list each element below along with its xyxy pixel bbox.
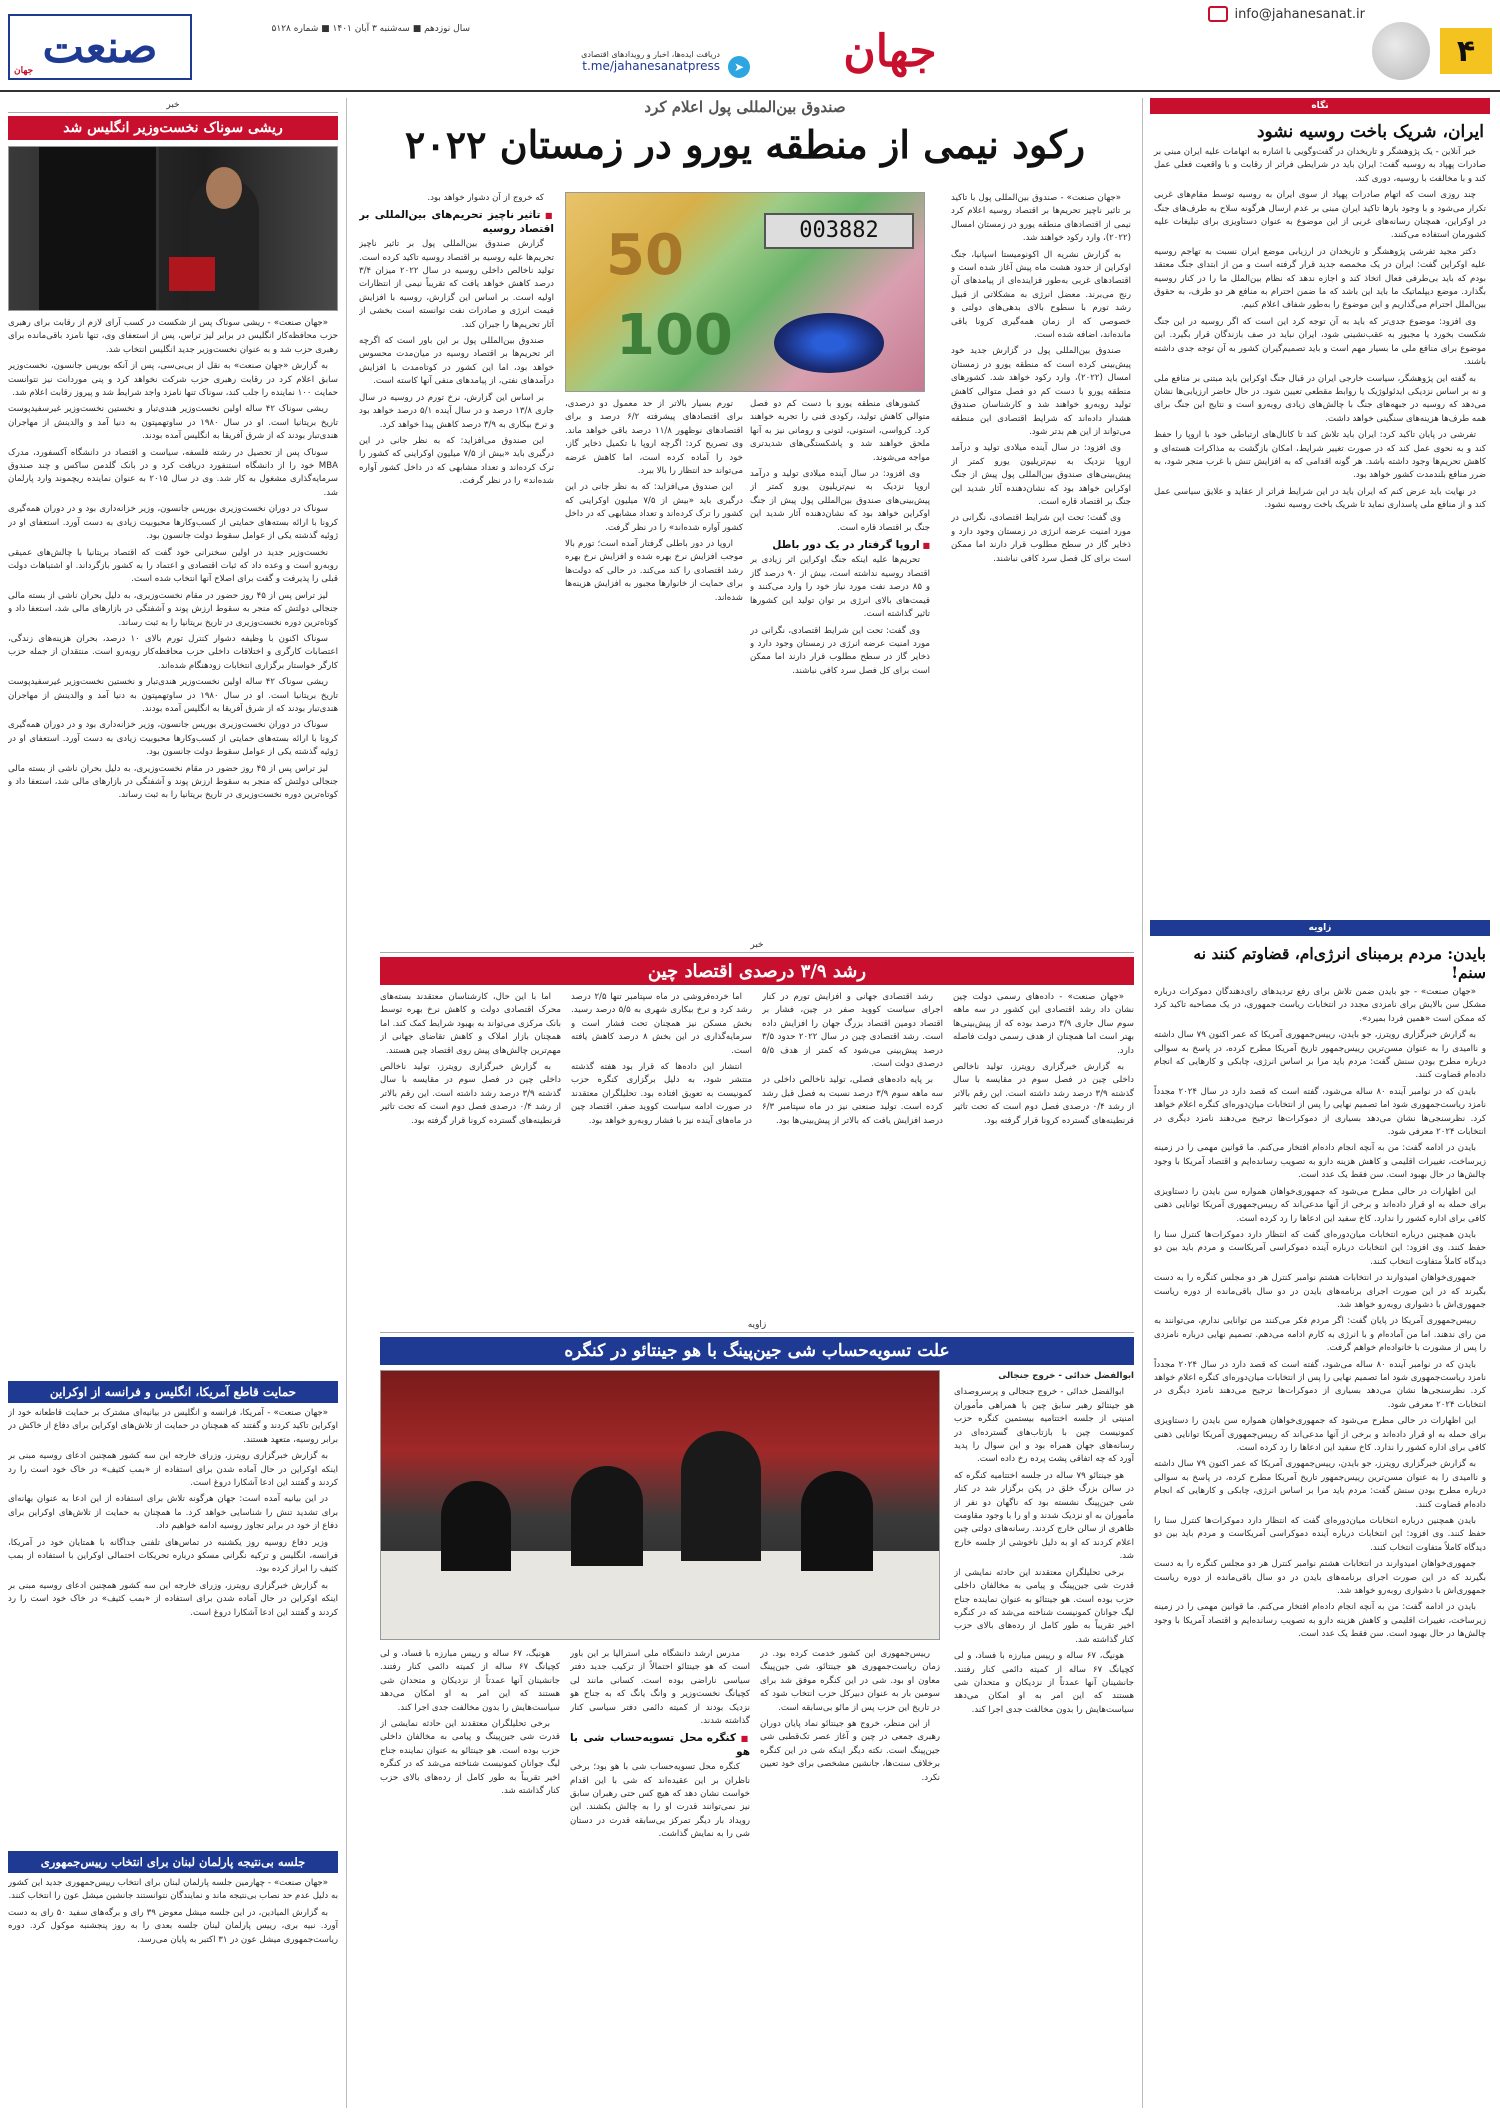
red-box: [169, 257, 215, 291]
person-2: [571, 1466, 643, 1566]
hu-jintao-article: [380, 1318, 1134, 2108]
lebanon-body: «جهان صنعت» - چهارمین جلسه پارلمان لبنان برای انتخاب رییس‌جمهوری جدید این کشور به دلیل عدم حد نصاب بی‌نتیجه ماند و نمایندگان نتوانستند جانشین میشل عون را انتخاب کنند. به گزارش المیادین، در این جلسه میشل معوض ۳۹ رای و برگه‌های سفید ۵۰ رای به دست آورد. نبیه بری، رییس پارلمان لبنان جلسه بعدی را به روز پنجشنبه موکول کرد. دوره ریاست‌جمهوری میشل عون در ۳۱ اکتبر به پایان می‌رسد.: [8, 1878, 338, 1945]
hu-col-1: رییس‌جمهوری این کشور خدمت کرده بود. در زمان ریاست‌جمهوری هو جینتائو، شی جین‌پینگ معاون او بود. شی در این کنگره موفق شد برای سومین بار به عنوان دبیرکل حزب انتخاب شود که در تاریخ این حزب پس از مائو بی‌سابقه است. از این منظر، خروج هو جینتائو نماد پایان دوران رهبری جمعی در چین و آغاز عصر تک‌قطبی شی جین‌پینگ است. نکته دیگر اینکه شی در این کنگره برخلاف سنت‌ها، جانشین مشخصی برای خود تعیین نکرد.: [760, 1649, 940, 1783]
article-headline-biden[interactable]: بایدن: مردم برمبنای انرژی‌ام، قضاوتم کنند نه سنم!: [1193, 944, 1486, 982]
hu-subhead: ■ کنگره محل تسویه‌حساب شی با هو: [570, 1732, 750, 1759]
subhead-europe: ■ اروپا گرفتار در یک دور باطل: [750, 539, 930, 552]
ukraine-support-body: «جهان صنعت» - آمریکا، فرانسه و انگلیس در بیانیه‌ای مشترک بر حمایت قاطعانه خود از اوکراین تاکید کردند و گفتند که همچنان در حمایت از تلاش‌های اوکراین برای دفاع از خاکش در برابر روسیه، متعهد هستند. به گزارش خبرگزاری رویترز، وزرای خارجه این سه کشور همچنین ادعای روسیه مبنی بر اینکه اوکراین در حال آماده شدن برای استفاده از «بمب کثیف» در خاک خود است را رد کردند و گفتند این ادعا آشکارا دروغ است. در این بیانیه آمده است: جهان هرگونه تلاش برای استفاده از این ادعا به عنوان بهانه‌ای برای تشدید تنش را شناسایی خواهد کرد. ما همچنان به حمایت از تلاش‌های اوکراین برای دفاع از خود در برابر تجاوز روسیه ادامه خواهیم داد. وزیر دفاع روسیه روز یکشنبه در تماس‌های تلفنی جداگانه با همتایان خود در آمریکا، فرانسه، انگلیس و ترکیه نگرانی مسکو درباره تحریکات احتمالی اوکراین با استفاده از بمب کثیف را ابراز کرده بود. به گزارش خبرگزاری رویترز، وزرای خارجه این سه کشور همچنین ادعای روسیه مبنی بر اینکه اوکراین در حال آماده شدن برای استفاده از «بمب کثیف» در خاک خود است را رد کردند و گفتند این ادعا آشکارا دروغ است.: [8, 1408, 338, 1618]
person-3: [681, 1431, 761, 1561]
congress-photo: [380, 1370, 940, 1640]
china-growth-article: [380, 938, 1134, 1318]
email-line: [1208, 6, 1365, 22]
telegram-caption: دریافت ایده‌ها، اخبار و رویدادهای اقتصادی: [581, 50, 720, 59]
globe-icon: [1372, 22, 1430, 80]
divider: [1142, 98, 1143, 2108]
article-headline[interactable]: ایران، شریک باخت روسیه نشود: [1256, 122, 1484, 142]
euro-col-b: کشورهای منطقه یورو با دست کم دو فصل متوالی کاهش تولید، رکودی فنی را تجربه خواهند کرد. کرواسی، استونی، لتونی و رومانی نیز به آنها ملحق خواهند شد و پاشکستگی‌های شدیدتری مواجه می‌شوند. وی افزود: در سال آینده میلادی تولید و درآمد اروپا نزدیک به نیم‌تریلیون یورو کمتر از پیش‌بینی‌های صندوق بین‌المللی پول پیش از جنگ اوکراین خواهد بود که نشان‌دهنده آثار شدید این جنگ بر اقتصاد قاره است. ■ اروپا گرفتار در یک دور باطل تحریم‌ها علیه اینکه جنگ اوکراین اثر زیادی بر اقتصاد روسیه نداشته است، بیش از ۹۰ درصد گاز و ۸۵ درصد نفت مورد نیاز خود را وارد می‌کنند و قیمت‌های بالای انرژی بر توان تولید این کشورها تاثیر گذاشته است. وی گفت: تحت این شرایط اقتصادی، نگرانی در مورد امنیت عرضه انرژی در زمستان وجود دارد و ذخایر گاز در سطح مطلوب قرار دارند اما ممکن است برای کل فصل سرد کافی نباشند.: [750, 398, 930, 952]
col-left: [8, 98, 338, 2108]
china-col-2: رشد اقتصادی جهانی و افزایش تورم در کنار اجرای سیاست کووید صفر در چین، فشار بر اقتصاد دومین اقتصاد بزرگ جهان را افزایش داده است. رشد اقتصادی چین در سال ۲۰۲۲ حدود ۳/۵ درصد پیش‌بینی می‌شود که کمتر از هدف ۵/۵ درصدی دولت است. بر پایه داده‌های فصلی، تولید ناخالص داخلی در سه ماهه سوم ۳/۹ درصد نسبت به فصل قبل رشد کرده است. تولید صنعتی نیز در ماه سپتامبر ۶/۳ درصد افزایش یافت که بالاتر از پیش‌بینی‌ها بود.: [762, 992, 943, 1126]
china-col-4: اما با این حال، کارشناسان معتقدند بسته‌های محرک اقتصادی دولت و کاهش نرخ بهره توسط بانک مرکزی می‌تواند به بهبود شرایط کمک کند. اما همچنان بازار املاک و کاهش تقاضای جهانی از مهم‌ترین چالش‌های پیش روی اقتصاد چین هستند. به گزارش خبرگزاری رویترز، تولید ناخالص داخلی چین در فصل سوم در مقایسه با سال گذشته ۳/۹ درصد رشد داشته است. این رقم بالاتر از رشد ۰/۴ درصدی فصل دوم است که تحت تاثیر قرنطینه‌های گسترده کرونا قرار گرفته بود.: [380, 992, 561, 1126]
section-tag-zavieh: زاویه: [1150, 920, 1490, 936]
telegram-icon: ➤: [728, 56, 750, 78]
door: [39, 147, 159, 311]
main-headline[interactable]: رکود نیمی از منطقه یورو در زمستان ۲۰۲۲: [404, 122, 1086, 167]
newspaper-logo: صنعت جهان: [8, 14, 192, 80]
telegram-link[interactable]: t.me/jahanesanatpress: [582, 59, 720, 73]
hu-bottom-columns: [380, 1648, 940, 2100]
euro-col-d: که خروج از آن دشوار خواهد بود. ■ تاثیر ناچیز تحریم‌های بین‌المللی بر اقتصاد روسیه گزارش صندوق بین‌المللی پول بر تاثیر ناچیز تحریم‌ها علیه روسیه بر اقتصاد روسیه تاکید کرده است. تولید ناخالص داخلی روسیه در سال ۲۰۲۲ میزان ۳/۴ درصد کاهش خواهد یافت که تقریباً نیمی از انتظارات اولیه است. بر اساس این گزارش، روسیه با افزایش قیمت انرژی و صادرات نفت توانسته است بخشی از آثار تحریم‌ها را جبران کند. صندوق بین‌المللی پول بر این باور است که اگرچه اثر تحریم‌ها بر اقتصاد روسیه در میان‌مدت محسوس خواهد بود، اما این کشور در کوتاه‌مدت با افزایش درآمدهای نفتی، از پیامدهای منفی آنها کاسته است. بر اساس این گزارش، نرخ تورم در روسیه در سال جاری ۱۳/۸ درصد و در سال آینده ۵/۱ درصد خواهد بود و نرخ بیکاری به ۳/۹ درصد کاهش پیدا خواهد کرد. این صندوق می‌افزاید: که به نظر جانی در این درگیری باید «بیش از ۷/۵ میلیون اوکراینی که کشور را ترک کرده‌اند و تعداد مشابهی که در داخل کشور آواره شده‌اند» را در نظر گرفت.: [359, 192, 554, 952]
issue-line: سال نوزدهم ■ سه‌شنبه ۳ آبان ۱۴۰۱ ■ شماره ۵۱۲۸: [271, 24, 470, 34]
hu-col-3: هونیگ، ۶۷ ساله و رییس مبارزه با فساد، و لی کچیانگ ۶۷ ساله از کمیته دائمی کنار رفتند. جانشینان آنها عمدتاً از نزدیکان و متحدان شی هستند که این امر به او امکان می‌دهد سیاست‌هایش را بدون مخالفت جدی اجرا کند. برخی تحلیلگران معتقدند این حادثه نمایشی از قدرت شی جین‌پینگ و پیامی به مخالفان داخلی حزب بوده است. هو جینتائو به عنوان نماینده جناح لیگ جوانان کمونیست شناخته می‌شد که در کنگره اخیر تقریباً به طور کامل از رده‌های بالای حزب کنار گذاشته شد.: [380, 1649, 560, 1797]
envelope-icon: [1208, 6, 1228, 22]
euro-col-a: «جهان صنعت» - صندوق بین‌المللی پول با تاکید بر تاثیر ناچیز تحریم‌ها بر اقتصاد روسیه اعلام کرد نیمی از اقتصادهای منطقه یورو در زمستان امسال (۲۰۲۲)، وارد رکود خواهند شد. به گزارش نشریه ال اکونومیستا اسپانیا، جنگ اوکراین از حدود هشت ماه پیش آغاز شده است و اقتصادهای غربی به‌طور فزاینده‌ای از پیامدهای آن رنج می‌برند. معضل انرژی به مشکلاتی از قبیل رشد تورم با سطوح بالای بدهی‌های دولتی و خصوصی که از زمان همه‌گیری کرونا باقی مانده‌اند، اضافه شده است. صندوق بین‌المللی پول در گزارش جدید خود پیش‌بینی کرده است که منطقه یورو در زمستان امسال (۲۰۲۲)، وارد رکود خواهد شد. کشورهای منطقه یورو با دست کم دو فصل متوالی کاهش تولید روبه‌رو خواهند شد و کارشناسان صندوق هشدار داده‌اند که شرایط اقتصادی این منطقه می‌تواند از این هم بدتر شود. وی افزود: در سال آینده میلادی تولید و درآمد اروپا نزدیک به نیم‌تریلیون یورو کمتر از پیش‌بینی‌های صندوق بین‌المللی پول پیش از جنگ اوکراین خواهد بود که نشان‌دهنده آثار شدید این جنگ بر اقتصاد قاره است. وی گفت: تحت این شرایط اقتصادی، نگرانی در مورد امنیت عرضه انرژی در زمستان وجود دارد و ذخایر گاز در سطح مطلوب قرار دارند اما ممکن است برای کل فصل سرد کافی نباشند.: [951, 193, 1131, 564]
article-body: خبر آنلاین - یک پژوهشگر و تاریخدان در گفت‌وگویی با اشاره به اتهامات علیه ایران مبنی بر صادرات پهپاد به روسیه گفت: ایران باید در شرایطی فراتر از رقابت و با واقعیت فعلی عمل کند و با مخالفت با روسیه، دوری کند. چند روزی است که اتهام صادرات پهپاد از سوی ایران به روسیه توسط مقام‌های غربی تکرار می‌شود و با وجود بارها تاکید ایران مبنی بر عدم ارسال هرگونه سلاح به طرف‌های جنگ در اوکراین، همچنان رسانه‌های غربی از این موضوع به عنوان دستاویزی برای تبلیغات علیه کشورمان استفاده می‌کنند. دکتر مجید تفرشی پژوهشگر و تاریخدان در ارزیابی موضع ایران نسبت به تهاجم روسیه علیه اوکراین گفت: ایران در یک مخمصه جدید قرار گرفته است و من از ابتدای جنگ معتقد بودم که باید بی‌طرفی فعال اتخاذ کند و اجازه ندهد که نظام بین‌الملل ما را در کنار روسیه بگذارد. موضع دیپلماتیک ما باید این باشد که ما ضمن احترام به منافع هر دو طرف، به حقوق بین‌الملل احترام می‌گذاریم و این موضوع را به‌طور شفاف اعلام کنیم. وی افزود: موضوع جدی‌تر که باید به آن توجه کرد این است که اگر روسیه در این جنگ شکست بخورد یا مجبور به عقب‌نشینی شود، ایران نباید در صف بازندگان قرار بگیرد. این موضوع برای منافع ملی ما بسیار مهم است و باید تصمیم‌گیران کشور به آن توجه جدی داشته باشند. به گفته این پژوهشگر، سیاست خارجی ایران در قبال جنگ اوکراین باید مبتنی بر منافع ملی و نه بر اساس نزدیکی ایدئولوژیک یا روابط مقطعی تعیین شود. در حال حاضر ارزیابی‌ها نشان می‌دهد که روسیه در جبهه‌های جنگ با چالش‌های زیادی روبه‌رو است و نتایج این جنگ برای همه طرف‌ها هزینه‌های سنگینی خواهد داشت. تفرشی در پایان تاکید کرد: ایران باید تلاش کند تا کانال‌های ارتباطی خود با اروپا را حفظ کند و به نحوی عمل کند که در صورت تغییر شرایط، امکان بازگشت به مذاکرات هسته‌ای و کاهش تحریم‌ها وجود داشته باشد. هر گونه اقدامی که به افزایش تنش با غرب منجر شود، به ضرر منافع بلندمدت کشور خواهد بود. در نهایت باید عرض کنم که ایران باید در این شرایط فراتر از عقاید و علایق سیاسی عمل کند و از منافع ملی پاسداری نماید تا شریک باخت روسیه نشود.: [1154, 147, 1486, 511]
china-col-3: اما خرده‌فروشی در ماه سپتامبر تنها ۲/۵ درصد رشد کرد و نرخ بیکاری شهری به ۵/۵ درصد رسید. بخش مسکن نیز همچنان تحت فشار است و سرمایه‌گذاری در این بخش ۸ درصد کاهش یافته است. انتشار این داده‌ها که قرار بود هفته گذشته منتشر شود، به دلیل برگزاری کنگره حزب کمونیست به تعویق افتاده بود. تحلیلگران معتقدند در صورت ادامه سیاست کووید صفر، اقتصاد چین در ماه‌های آینده نیز با فشار روبه‌رو خواهد بود.: [571, 992, 752, 1126]
china-col-1: «جهان صنعت» - داده‌های رسمی دولت چین نشان داد رشد اقتصادی این کشور در سه ماهه سوم سال جاری ۳/۹ درصد بوده که از پیش‌بینی‌ها بهتر است اما همچنان از هدف رسمی دولت فاصله دارد. به گزارش خبرگزاری رویترز، تولید ناخالص داخلی چین در فصل سوم در مقایسه با سال گذشته ۳/۹ درصد رشد داشته است. این رقم بالاتر از رشد ۰/۴ درصدی فصل دوم است که تحت تاثیر قرنطینه‌های گسترده کرونا قرار گرفته بود.: [953, 992, 1134, 1126]
euro-article: [355, 96, 1135, 956]
euro-banknotes-photo: [565, 192, 925, 392]
lebanon-headline[interactable]: جلسه بی‌نتیجه پارلمان لبنان برای انتخاب رییس‌جمهوری: [8, 1851, 338, 1873]
meter-digits: 003882: [764, 213, 914, 249]
sunak-body: «جهان صنعت» - ریشی سوناک پس از شکست در کسب آرای لازم از رقابت برای رهبری حزب محافظه‌کار انگلیس در برابر لیز تراس، پس از استعفای وی، تنها نامزد باقی‌مانده برای رهبری حزب شد و به عنوان نخست‌وزیر جدید انگلیس انتخاب شد. به گزارش «جهان صنعت» به نقل از بی‌بی‌سی، پس از آنکه بوریس جانسون، نخست‌وزیر سابق اعلام کرد در رقابت رهبری حزب شرکت نخواهد کرد و پنی موردانت نیز نتوانست حمایت ۱۰۰ نماینده را جلب کند، سوناک تنها نامزد واجد شرایط شد و پیروز رقابت اعلام شد. ریشی سوناک ۴۲ ساله اولین نخست‌وزیر هندی‌تبار و نخستین نخست‌وزیر غیرسفیدپوست تاریخ بریتانیا است. او در سال ۱۹۸۰ در ساوتهمپتون به دنیا آمد و والدینش از مهاجران هندی‌تبار بودند که از شرق آفریقا به انگلیس آمده بودند. سوناک پس از تحصیل در رشته فلسفه، سیاست و اقتصاد در دانشگاه آکسفورد، مدرک MBA خود را از دانشگاه استنفورد دریافت کرد و در بانک گلدمن ساکس و چند صندوق سرمایه‌گذاری مشغول به کار شد. وی در سال ۲۰۱۵ به عنوان نماینده ریچموند وارد پارلمان شد. سوناک در دوران نخست‌وزیری بوریس جانسون، وزیر خزانه‌داری بود و در دوران همه‌گیری کرونا با ارائه بسته‌های حمایتی از کسب‌وکارها محبوبیت زیادی به دست آورد. استعفای او در ژوئیه گذشته یکی از عوامل سقوط دولت جانسون بود. نخست‌وزیر جدید در اولین سخنرانی خود گفت که اقتصاد بریتانیا با چالش‌های عمیقی روبه‌رو است و وعده داد که ثبات اقتصادی و اعتماد را به کشور بازگرداند. او اشتباهات دولت قبلی را پذیرفت و گفت برای اصلاح آنها انتخاب شده است. لیز تراس پس از ۴۵ روز حضور در مقام نخست‌وزیری، به دلیل بحران ناشی از بسته مالی جنجالی دولتش که منجر به سقوط ارزش پوند و آشفتگی در بازارهای مالی شد، استعفا داد و کوتاه‌ترین دوره نخست‌وزیری در تاریخ بریتانیا را به ثبت رساند. سوناک اکنون با وظیفه دشوار کنترل تورم بالای ۱۰ درصد، بحران هزینه‌های زندگی، اعتصابات کارگری و اختلافات داخلی حزب محافظه‌کار روبه‌رو است. منتقدان از جمله حزب کارگر خواستار برگزاری انتخابات زودهنگام شده‌اند. ریشی سوناک ۴۲ ساله اولین نخست‌وزیر هندی‌تبار و نخستین نخست‌وزیر غیرسفیدپوست تاریخ بریتانیا است. او در سال ۱۹۸۰ در ساوتهمپتون به دنیا آمد و والدینش از مهاجران هندی‌تبار بودند که از شرق آفریقا به انگلیس آمده بودند. سوناک در دوران نخست‌وزیری بوریس جانسون، وزیر خزانه‌داری بود و در دوران همه‌گیری کرونا با ارائه بسته‌های حمایتی از کسب‌وکارها محبوبیت زیادی به دست آورد. استعفای او در ژوئیه گذشته یکی از عوامل سقوط دولت جانسون بود. لیز تراس پس از ۴۵ روز حضور در مقام نخست‌وزیری، به دلیل بحران ناشی از بسته مالی جنجالی دولتش که منجر به سقوط ارزش پوند و آشفتگی در بازارهای مالی شد، استعفا داد و کوتاه‌ترین دوره نخست‌وزیری در تاریخ بریتانیا را به ثبت رساند.: [8, 318, 338, 801]
masthead: [0, 0, 1500, 92]
china-growth-headline[interactable]: رشد ۳/۹ درصدی اقتصاد چین: [380, 957, 1134, 985]
kicker: صندوق بین‌المللی پول اعلام کرد: [644, 98, 846, 116]
section-tag-zavieh-2: زاویه: [380, 1318, 1134, 1333]
article-body-biden: «جهان صنعت» - جو بایدن ضمن تلاش برای رفع تردیدهای رای‌دهندگان دموکرات درباره مشکل سن بالایش برای نامزدی مجدد در انتخابات ریاست جمهوری، در یک مصاحبه تاکید کرد که ممکن است «همین فردا بمیرد». به گزارش خبرگزاری رویترز، جو بایدن، رییس‌جمهوری آمریکا که عمر اکنون ۷۹ سال داشته و ناامیدی را به عنوان مسن‌ترین رییس‌جمهور تاریخ آمریکا مطرح کرده، در پاسخ به سوالی درباره مطرح بودن سنش گفت: مردم باید مرا بر اساس انرژی، چابکی و کارهایی که انجام داده‌ام قضاوت کنند. بایدن که در نوامبر آینده ۸۰ ساله می‌شود، گفته است که قصد دارد در سال ۲۰۲۴ مجدداً نامزد ریاست‌جمهوری شود اما تصمیم نهایی را پس از انتخابات میان‌دوره‌ای کنگره اعلام خواهد کرد. نظرسنجی‌ها نشان می‌دهد بسیاری از دموکرات‌ها ترجیح می‌دهند نامزد دیگری در انتخابات ۲۰۲۴ معرفی شود. بایدن در ادامه گفت: من به آنچه انجام داده‌ام افتخار می‌کنم. ما قوانین مهمی را در زمینه زیرساخت، تغییرات اقلیمی و کاهش هزینه دارو به تصویب رسانده‌ایم و اقتصاد آمریکا با وجود چالش‌ها در حال بهبود است. سن فقط یک عدد است. این اظهارات در حالی مطرح می‌شود که جمهوری‌خواهان همواره سن بایدن را دستاویزی برای حمله به او قرار داده‌اند و برخی از آنها مدعی‌اند که رییس‌جمهوری آمریکا توانایی ذهنی کافی برای اداره کشور را ندارد. کاخ سفید این ادعاها را رد کرده است. بایدن همچنین درباره انتخابات میان‌دوره‌ای گفت که انتظار دارد دموکرات‌ها کنترل سنا را حفظ کنند. وی افزود: این انتخابات درباره آینده دموکراسی آمریکاست و مردم باید بین دو دیدگاه کاملاً متفاوت انتخاب کنند. جمهوری‌خواهان امیدوارند در انتخابات هشتم نوامبر کنترل هر دو مجلس کنگره را به دست بگیرند که در این صورت اجرای برنامه‌های بایدن در دو سال باقی‌مانده از دوره ریاست جمهوری‌اش با دشواری روبه‌رو خواهد شد. رییس‌جمهوری آمریکا در پایان گفت: اگر مردم فکر می‌کنند من توانایی ندارم، می‌توانند به من رای ندهند. اما من آماده‌ام و با انرژی به کارم ادامه می‌دهم. تصمیم نهایی درباره نامزدی را پس از مشورت با خانواده‌ام خواهم گرفت. بایدن که در نوامبر آینده ۸۰ ساله می‌شود، گفته است که قصد دارد در سال ۲۰۲۴ مجدداً نامزد ریاست‌جمهوری شود اما تصمیم نهایی را پس از انتخابات میان‌دوره‌ای کنگره اعلام خواهد کرد. نظرسنجی‌ها نشان می‌دهد بسیاری از دموکرات‌ها ترجیح می‌دهند نامزد دیگری در انتخابات ۲۰۲۴ معرفی شود. این اظهارات در حالی مطرح می‌شود که جمهوری‌خواهان همواره سن بایدن را دستاویزی برای حمله به او قرار داده‌اند و برخی از آنها مدعی‌اند که رییس‌جمهوری آمریکا توانایی ذهنی کافی برای اداره کشور را ندارد. کاخ سفید این ادعاها را رد کرده است. به گزارش خبرگزاری رویترز، جو بایدن، رییس‌جمهوری آمریکا که عمر اکنون ۷۹ سال داشته و ناامیدی را به عنوان مسن‌ترین رییس‌جمهور تاریخ آمریکا مطرح کرده، در پاسخ به سوالی درباره مطرح بودن سنش گفت: مردم باید مرا بر اساس انرژی، چابکی و کارهایی که انجام داده‌ام قضاوت کنند. بایدن همچنین درباره انتخابات میان‌دوره‌ای گفت که انتظار دارد دموکرات‌ها کنترل سنا را حفظ کنند. وی افزود: این انتخابات درباره آینده دموکراسی آمریکاست و مردم باید بین دو دیدگاه کاملاً متفاوت انتخاب کنند. جمهوری‌خواهان امیدوارند در انتخابات هشتم نوامبر کنترل هر دو مجلس کنگره را به دست بگیرند که در این صورت اجرای برنامه‌های بایدن در دو سال باقی‌مانده از دوره ریاست جمهوری‌اش با دشواری روبه‌رو خواهد شد. بایدن در ادامه گفت: من به آنچه انجام داده‌ام افتخار می‌کنم. ما قوانین مهمی را در زمینه زیرساخت، تغییرات اقلیمی و کاهش هزینه دارو به تصویب رسانده‌ایم و اقتصاد آمریکا با وجود چالش‌ها در حال بهبود است. سن فقط یک عدد است.: [1154, 987, 1486, 1640]
divider: [346, 98, 347, 2108]
subhead-sanctions: ■ تاثیر ناچیز تحریم‌های بین‌المللی بر اقتصاد روسیه: [359, 209, 554, 236]
sunak-photo: [8, 146, 338, 311]
ukraine-support-headline[interactable]: حمایت قاطع آمریکا، انگلیس و فرانسه از اوکراین: [8, 1381, 338, 1403]
sunak-headline[interactable]: ریشی سوناک نخست‌وزیر انگلیس شد: [8, 116, 338, 140]
section-tag-khabar: خبر: [380, 938, 1134, 953]
telegram-block[interactable]: [470, 50, 750, 84]
china-growth-columns: [380, 991, 1134, 1301]
person-4: [801, 1471, 873, 1571]
section-title: جهان: [843, 26, 937, 77]
hu-col-right: ابوالفضل خدائی - خروج جنجالی ابوالفضل خدائی - خروج جنجالی و پرسروصدای هو جینتائو رهبر سابق چین با همراهی مأموران امنیتی از جلسه اختتامیه بیستمین کنگره حزب کمونیست چین با بازتاب‌های گسترده‌ای در رسانه‌های جهان همراه بود و این سوال را پدید آورد که چه اتفاقی پشت پرده رخ داده است. هو جینتائو ۷۹ ساله در جلسه اختتامیه کنگره که در سالن بزرگ خلق در پکن برگزار شد در کنار شی جین‌پینگ نشسته بود که ناگهان دو نفر از مأموران به او نزدیک شدند و او را با وجود مقاومت ظاهری از سالن خارج کردند. رسانه‌های دولتی چین اعلام کردند که او به دلیل ناخوشی از جلسه خارج شد. برخی تحلیلگران معتقدند این حادثه نمایشی از قدرت شی جین‌پینگ و پیامی به مخالفان داخلی حزب بوده است. هو جینتائو به عنوان نماینده جناح لیگ جوانان کمونیست شناخته می‌شد که در کنگره اخیر تقریباً به طور کامل از رده‌های بالای حزب کنار گذاشته شد. هونیگ، ۶۷ ساله و رییس مبارزه با فساد، و لی کچیانگ ۶۷ ساله از کمیته دائمی کنار رفتند. جانشینان آنها عمدتاً از نزدیکان و متحدان شی هستند که این امر به او امکان می‌دهد سیاست‌هایش را بدون مخالفت جدی اجرا کند.: [954, 1371, 1134, 1715]
euro-col-c: تورم بسیار بالاتر از حد معمول دو درصدی، برای اقتصادهای پیشرفته ۶/۲ درصد و برای اقتصادهای نوظهور ۱۱/۸ درصد باقی خواهد ماند. وی تصریح کرد: اگرچه اروپا با تکمیل ذخایر گاز، خود را آماده کرده است، اما کاهش عرضه می‌تواند حد انتظار را بالا ببرد. این صندوق می‌افزاید: که به نظر جانی در این درگیری باید «بیش از ۷/۵ میلیون اوکراینی که کشور را ترک کرده‌اند و تعداد مشابهی که در داخل کشور آواره شده‌اند» را در نظر گرفت. اروپا در دور باطلی گرفتار آمده است؛ تورم بالا موجب افزایش نرخ بهره شده و افزایش نرخ بهره رشد اقتصادی را کند می‌کند. در حالی که دولت‌ها برای حمایت از خانوارها مجبور به افزایش هزینه‌ها شده‌اند.: [565, 399, 743, 603]
col-right: [1150, 98, 1490, 2108]
hu-col-2: مدرس ارشد دانشگاه ملی استرالیا بر این باور است که هو جینتائو احتمالاً از ترکیب جدید دفتر سیاسی ناراضی بوده است. کسانی مانند لی کچیانگ نخست‌وزیر و وانگ یانگ که به جناح هو نزدیک بودند از کمیته دائمی دفتر سیاسی کنار گذاشته شدند. ■ کنگره محل تسویه‌حساب شی با هو کنگره محل تسویه‌حساب شی با هو بود؛ برخی ناظران بر این عقیده‌اند که شی با این اقدام خواست نشان دهد که هیچ کس حتی رهبران سابق نیز نمی‌توانند قدرت او را به چالش بکشند. این رویداد بار دیگر تمرکز بی‌سابقه قدرت در دستان شی را به نمایش گذاشت.: [570, 1648, 750, 2100]
email-text[interactable]: info@jahanesanat.ir: [1234, 6, 1365, 22]
person-face: [206, 167, 242, 209]
logo-sub: جهان: [14, 66, 34, 76]
banknote-100: 100: [616, 303, 733, 368]
person-1: [441, 1481, 511, 1571]
gas-flame-icon: [774, 313, 884, 373]
section-tag-khabar-left: خبر: [8, 98, 338, 113]
banknote-50: 50: [606, 223, 684, 288]
hu-headline[interactable]: علت تسویه‌حساب شی جین‌پینگ با هو جینتائو در کنگره: [380, 1337, 1134, 1365]
page-number-box: ۴: [1440, 28, 1492, 74]
section-tag-negah: نگاه: [1150, 98, 1490, 114]
